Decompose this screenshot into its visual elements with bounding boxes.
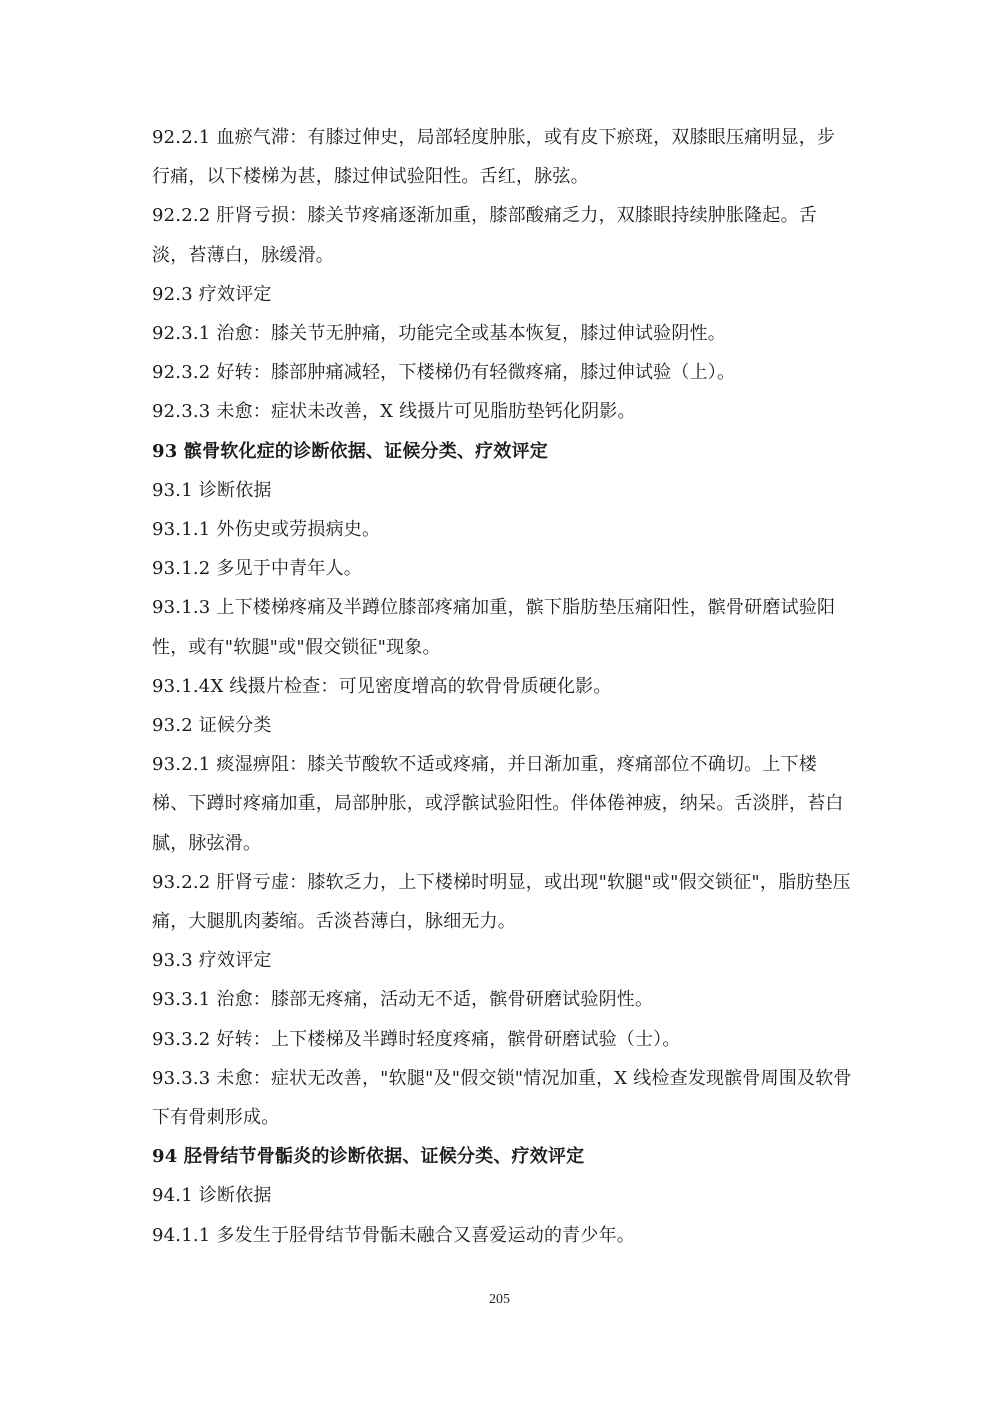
paragraph-93-1-3: 93.1.3 上下楼梯疼痛及半蹲位膝部疼痛加重，髌下脂肪垫压痛阳性，髌骨研磨试验阳性，或有"软腿"或"假交锁征"现象。	[152, 597, 836, 658]
section-heading-93: 93 髌骨软化症的诊断依据、证候分类、疗效评定	[152, 440, 548, 462]
paragraph-92-3-1: 92.3.1 治愈：膝关节无肿痛，功能完全或基本恢复，膝过伸试验阴性。	[152, 323, 726, 345]
subheading-93-3: 93.3 疗效评定	[152, 950, 272, 972]
paragraph-93-3-1: 93.3.1 治愈：膝部无疼痛，活动无不适，髌骨研磨试验阴性。	[152, 989, 654, 1011]
page-number: 205	[489, 1292, 510, 1307]
paragraph-92-3-2: 92.3.2 好转：膝部肿痛减轻，下楼梯仍有轻微疼痛，膝过伸试验（上）。	[152, 362, 736, 384]
paragraph-93-1-2: 93.1.2 多见于中青年人。	[152, 558, 362, 580]
subheading-93-1: 93.1 诊断依据	[152, 479, 272, 501]
subheading-93-2: 93.2 证候分类	[152, 715, 272, 737]
page-content	[152, 118, 852, 1255]
paragraph-93-2-2: 93.2.2 肝肾亏虚：膝软乏力，上下楼梯时明显，或出现"软腿"或"假交锁征"，脂肪垫压痛，大腿肌肉萎缩。舌淡苔薄白，脉细无力。	[152, 871, 851, 933]
paragraph-93-2-1: 93.2.1 痰湿痹阻：膝关节酸软不适或疼痛，并日渐加重，疼痛部位不确切。上下楼梯、下蹲时疼痛加重，局部肿胀，或浮髌试验阳性。伴体倦神疲，纳呆。舌淡胖，苔白腻，脉弦滑。	[152, 754, 844, 854]
subheading-92-3: 92.3 疗效评定	[152, 283, 272, 305]
paragraph-93-3-2: 93.3.2 好转：上下楼梯及半蹲时轻度疼痛，髌骨研磨试验（士）。	[152, 1028, 681, 1050]
paragraph-92-2-1: 92.2.1 血瘀气滞：有膝过伸史，局部轻度肿胀，或有皮下瘀斑，双膝眼压痛明显，步行痛，以下楼梯为甚，膝过伸试验阳性。舌红，脉弦。	[152, 127, 836, 188]
paragraph-93-3-3: 93.3.3 未愈：症状无改善，"软腿"及"假交锁"情况加重，X 线检查发现髌骨周围及软骨下有骨刺形成。	[152, 1067, 852, 1129]
paragraph-94-1-1: 94.1.1 多发生于胫骨结节骨骺未融合又喜爱运动的青少年。	[152, 1224, 635, 1246]
section-heading-94: 94 胫骨结节骨骺炎的诊断依据、证候分类、疗效评定	[152, 1146, 585, 1168]
paragraph-93-1-4: 93.1.4X 线摄片检查：可见密度增高的软骨骨质硬化影。	[152, 675, 612, 697]
paragraph-92-2-2: 92.2.2 肝肾亏损：膝关节疼痛逐渐加重，膝部酸痛乏力，双膝眼持续肿胀隆起。舌淡，苔薄白，脉缓滑。	[152, 205, 817, 266]
paragraph-93-1-1: 93.1.1 外伤史或劳损病史。	[152, 519, 381, 541]
subheading-94-1: 94.1 诊断依据	[152, 1185, 272, 1207]
paragraph-92-3-3: 92.3.3 未愈：症状未改善，X 线摄片可见脂肪垫钙化阴影。	[152, 401, 636, 423]
